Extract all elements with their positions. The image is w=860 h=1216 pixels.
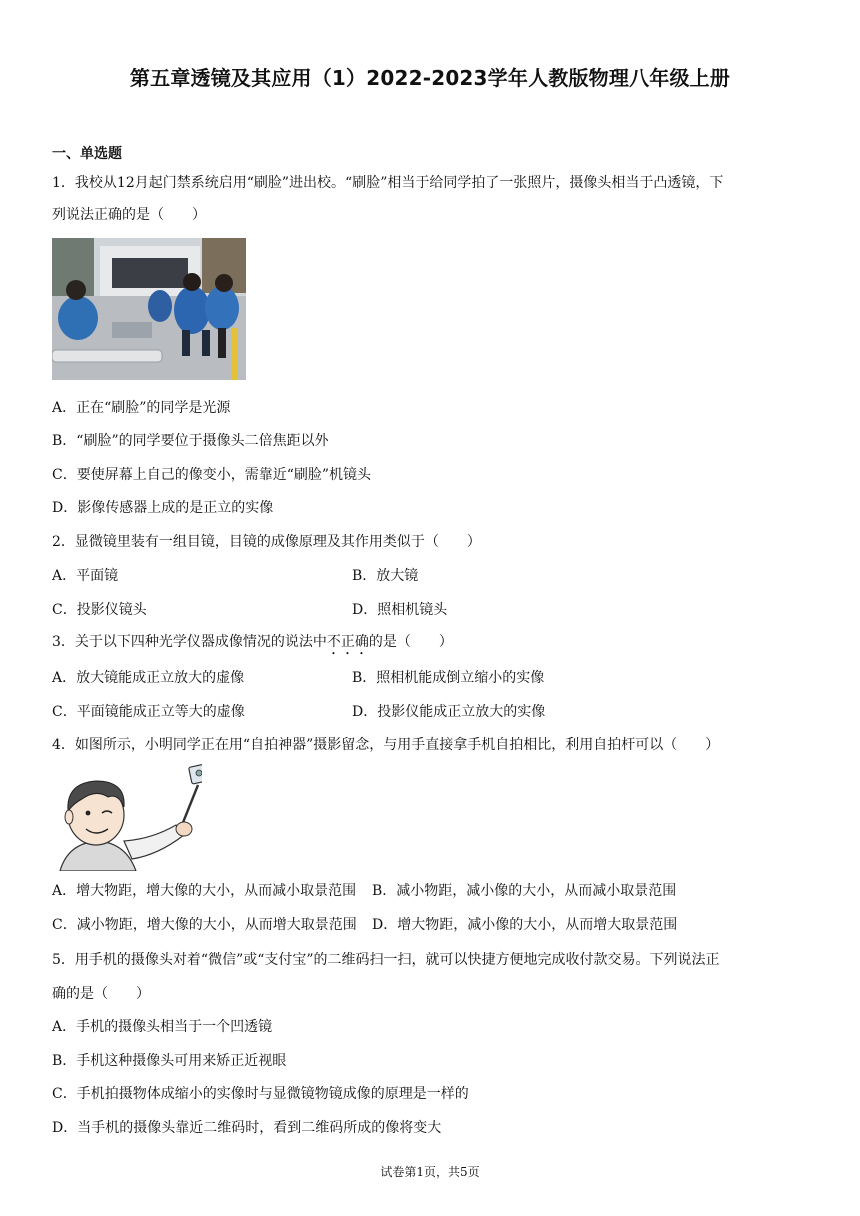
q1-option-b: B．“刷脸”的同学要位于摄像头二倍焦距以外 [52,433,329,449]
selfie-stick-illustration [52,763,202,871]
q3-option-b: B．照相机能成倒立缩小的实像 [352,670,545,686]
q1-stem-line2: 列说法正确的是（ ） [52,207,206,223]
q1-option-a: A．正在“刷脸”的同学是光源 [52,400,231,416]
q2-stem: 2．显微镜里装有一组目镜，目镜的成像原理及其作用类似于（ ） [52,534,481,550]
q3-stem-pre: 3．关于以下四种光学仪器成像情况的说法中 [52,634,327,650]
q3-option-a: A．放大镜能成正立放大的虚像 [52,670,245,686]
q4-option-a: A．增大物距，增大像的大小，从而减小取景范围 [52,883,357,899]
q1-option-d: D．影像传感器上成的是正立的实像 [52,500,274,516]
q3-stem-post: 的是（ ） [368,634,453,650]
page-title: 第五章透镜及其应用（1）2022-2023学年人教版物理八年级上册 [129,66,731,90]
q5-option-c: C．手机拍摄物体成缩小的实像时与显微镜物镜成像的原理是一样的 [52,1086,469,1102]
q5-option-b: B．手机这种摄像头可用来矫正近视眼 [52,1053,287,1069]
q3-stem-emphasis: 不正确 [326,634,369,650]
q5-stem-line2: 确的是（ ） [52,986,150,1002]
q5-stem-line1: 5．用手机的摄像头对着“微信”或“支付宝”的二维码扫一扫，就可以快捷方便地完成收付款交易。下列说法正 [52,952,720,968]
q4-option-d: D．增大物距，减小像的大小，从而增大取景范围 [372,917,678,933]
page-footer: 试卷第1页，共5页 [380,1165,480,1179]
q3-stem [52,632,453,658]
q1-option-c: C．要使屏幕上自己的像变小，需靠近“刷脸”机镜头 [52,467,372,483]
q4-option-b: B．减小物距，减小像的大小，从而减小取景范围 [372,883,677,899]
q2-option-b: B．放大镜 [352,568,419,584]
q1-stem-line1: 1．我校从12月起门禁系统启用“刷脸”进出校。“刷脸”相当于给同学拍了一张照片，摄像头相当于凸透镜，下 [52,175,724,191]
q5-option-d: D．当手机的摄像头靠近二维码时，看到二维码所成的像将变大 [52,1120,442,1136]
face-scan-gate-photo [52,238,246,380]
q4-option-c: C．减小物距，增大像的大小，从而增大取景范围 [52,917,357,933]
q3-option-d: D．投影仪能成正立放大的实像 [352,704,546,720]
section-heading: 一、单选题 [52,146,122,162]
q2-option-a: A．平面镜 [52,568,119,584]
q3-option-c: C．平面镜能成正立等大的虚像 [52,704,245,720]
q5-option-a: A．手机的摄像头相当于一个凹透镜 [52,1019,273,1035]
q2-option-d: D．照相机镜头 [352,602,448,618]
q4-stem: 4．如图所示，小明同学正在用“自拍神器”摄影留念，与用手直接拿手机自拍相比，利用自拍杆可以（ ） [52,737,720,753]
q2-option-c: C．投影仪镜头 [52,602,147,618]
